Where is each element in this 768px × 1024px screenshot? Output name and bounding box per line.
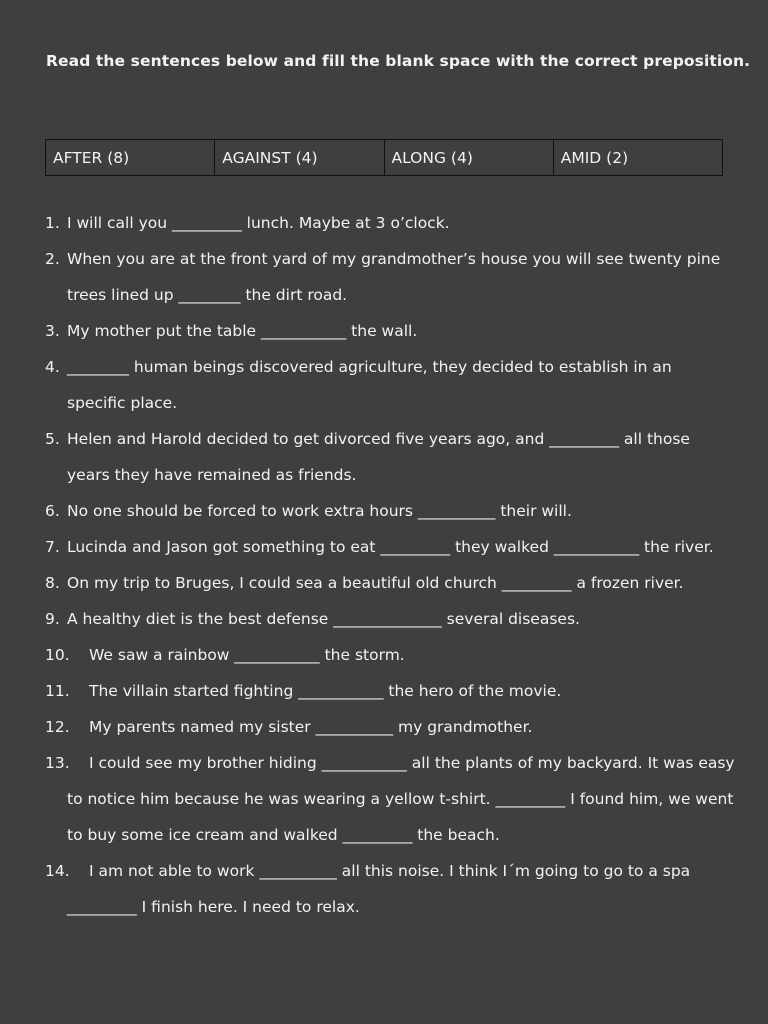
exercise-number: 5. [45,430,60,448]
exercise-number: 14. [45,862,70,880]
exercise-text: My mother put the table ___________ the wall. [67,322,418,340]
exercise-number: 2. [45,250,60,268]
exercise-number: 12. [45,718,70,736]
word-bank-cell: AMID (2) [553,140,722,176]
exercise-number: 1. [45,214,60,232]
exercise-list [45,205,735,925]
exercise-text: A healthy diet is the best defense ______________ several diseases. [67,610,580,628]
exercise-text: Lucinda and Jason got something to eat _________ they walked ___________ the river. [67,538,714,556]
exercise-text: When you are at the front yard of my grandmother’s house you will see twenty pine trees lined up ________ the dirt road. [67,250,721,304]
exercise-item [45,853,735,925]
exercise-text: On my trip to Bruges, I could sea a beautiful old church _________ a frozen river. [67,574,684,592]
exercise-item [45,529,735,565]
exercise-item [45,313,735,349]
word-bank-cell: ALONG (4) [384,140,553,176]
instructions: Read the sentences below and fill the blank space with the correct preposition. [46,52,751,70]
exercise-text: The villain started fighting ___________ the hero of the movie. [89,682,562,700]
exercise-text: I will call you _________ lunch. Maybe at 3 o’clock. [67,214,450,232]
word-bank-row [46,140,723,176]
exercise-item [45,493,735,529]
exercise-text: I could see my brother hiding ___________ all the plants of my backyard. It was easy to notice him because he was wearing a yellow t-shirt. _________ I found him, we went to buy some ice cream and walked _________ the beach. [67,754,735,844]
exercise-number: 10. [45,646,70,664]
exercise-number: 13. [45,754,70,772]
word-bank-cell: AFTER (8) [46,140,215,176]
exercise-item [45,421,735,493]
exercise-item [45,745,735,853]
word-bank-cell: AGAINST (4) [215,140,384,176]
exercise-number: 3. [45,322,60,340]
exercise-text: My parents named my sister __________ my grandmother. [89,718,533,736]
word-bank-table [45,139,723,176]
exercise-item [45,601,735,637]
exercise-number: 4. [45,358,60,376]
exercise-text: No one should be forced to work extra hours __________ their will. [67,502,572,520]
exercise-item [45,637,735,673]
exercise-item [45,709,735,745]
exercise-number: 11. [45,682,70,700]
exercise-item [45,349,735,421]
exercise-item [45,241,735,313]
exercise-number: 6. [45,502,60,520]
exercise-text: Helen and Harold decided to get divorced five years ago, and _________ all those years they have remained as friends. [67,430,690,484]
exercise-number: 7. [45,538,60,556]
exercise-text: ________ human beings discovered agriculture, they decided to establish in an specific place. [67,358,672,412]
exercise-text: I am not able to work __________ all this noise. I think I´m going to go to a spa _________ I finish here. I need to relax. [67,862,691,916]
exercise-item [45,673,735,709]
exercise-item [45,565,735,601]
exercise-number: 9. [45,610,60,628]
exercise-number: 8. [45,574,60,592]
exercise-item [45,205,735,241]
exercise-text: We saw a rainbow ___________ the storm. [89,646,405,664]
